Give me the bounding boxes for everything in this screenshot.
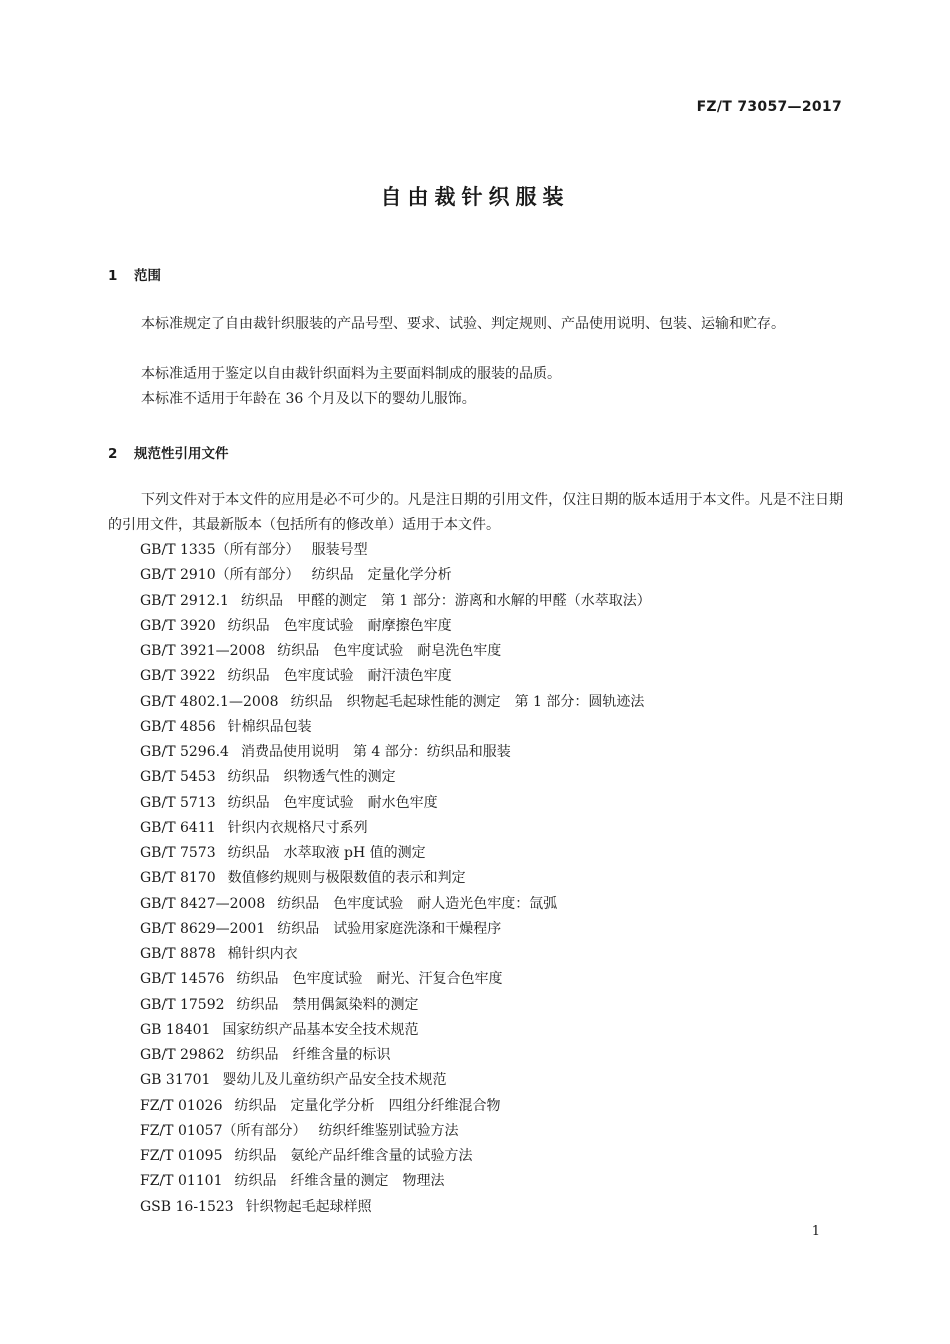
reference-item bbox=[140, 892, 651, 917]
reference-item bbox=[140, 1068, 651, 1093]
reference-code: GB/T 1335（所有部分） bbox=[140, 542, 300, 558]
reference-title: 纺织品 定量化学分析 四组分纤维混合物 bbox=[234, 1097, 501, 1114]
reference-code: GB/T 8629—2001 bbox=[140, 920, 266, 937]
reference-title: 纺织品 氨纶产品纤维含量的试验方法 bbox=[234, 1148, 473, 1164]
reference-title: 服装号型 bbox=[311, 542, 368, 558]
section-1-number: 1 bbox=[108, 268, 118, 284]
reference-code: GB/T 2910（所有部分） bbox=[140, 567, 300, 584]
reference-title: 针织内衣规格尺寸系列 bbox=[227, 819, 368, 836]
reference-item bbox=[140, 1169, 651, 1194]
reference-list bbox=[140, 538, 651, 1220]
reference-code: GB/T 8170 bbox=[140, 870, 216, 887]
reference-item bbox=[140, 993, 651, 1018]
document-title: 自由裁针织服装 bbox=[380, 185, 570, 209]
reference-code: GB/T 5453 bbox=[140, 769, 216, 786]
reference-title: 纺织纤维鉴别试验方法 bbox=[318, 1122, 459, 1139]
standard-code: FZ/T 73057—2017 bbox=[696, 99, 842, 115]
reference-code: GB/T 5713 bbox=[140, 794, 216, 811]
reference-title: 纺织品 织物透气性的测定 bbox=[227, 769, 396, 786]
scope-paragraph-3: 本标准不适用于年龄在 36 个月及以下的婴幼儿服饰。 bbox=[141, 391, 476, 407]
scope-paragraph-1: 本标准规定了自由裁针织服装的产品号型、要求、试验、判定规则、产品使用说明、包装、运输和贮存。 bbox=[141, 316, 785, 332]
reference-title: 纺织品 色牢度试验 耐人造光色牢度：氙弧 bbox=[277, 895, 558, 912]
reference-code: GB/T 6411 bbox=[140, 819, 216, 836]
section-2-heading bbox=[108, 442, 229, 462]
reference-title: 纺织品 水萃取液 pH 值的测定 bbox=[227, 845, 426, 861]
reference-code: GB 31701 bbox=[140, 1072, 211, 1089]
reference-title: 针棉织品包装 bbox=[227, 718, 312, 735]
reference-item bbox=[140, 1119, 651, 1144]
reference-title: 消费品使用说明 第 4 部分：纺织品和服装 bbox=[240, 744, 511, 760]
reference-title: 纺织品 色牢度试验 耐水色牢度 bbox=[227, 794, 438, 811]
reference-item bbox=[140, 690, 651, 715]
reference-title: 纺织品 定量化学分析 bbox=[311, 567, 452, 584]
reference-title: 纺织品 禁用偶氮染料的测定 bbox=[236, 996, 419, 1013]
reference-title: 数值修约规则与极限数值的表示和判定 bbox=[227, 870, 466, 887]
reference-item bbox=[140, 614, 651, 639]
reference-item bbox=[140, 866, 651, 891]
section-1-heading bbox=[108, 264, 161, 284]
reference-item bbox=[140, 1043, 651, 1068]
reference-code: GB/T 2912.1 bbox=[140, 592, 229, 609]
reference-item bbox=[140, 841, 651, 866]
reference-code: GB/T 8878 bbox=[140, 946, 216, 962]
reference-title: 婴幼儿及儿童纺织产品安全技术规范 bbox=[222, 1072, 447, 1089]
reference-code: GB/T 3922 bbox=[140, 668, 216, 685]
reference-code: GSB 16-1523 bbox=[140, 1198, 234, 1215]
reference-code: FZ/T 01095 bbox=[140, 1148, 223, 1164]
reference-title: 纺织品 色牢度试验 耐摩擦色牢度 bbox=[227, 617, 452, 634]
reference-title: 纺织品 甲醛的测定 第 1 部分：游离和水解的甲醛（水萃取法） bbox=[240, 592, 651, 609]
reference-title: 纺织品 试验用家庭洗涤和干燥程序 bbox=[277, 920, 502, 937]
reference-item bbox=[140, 1018, 651, 1043]
reference-item bbox=[140, 639, 651, 664]
reference-item bbox=[140, 538, 651, 563]
reference-code: GB/T 4802.1—2008 bbox=[140, 693, 279, 710]
reference-item bbox=[140, 942, 651, 967]
reference-title: 针织物起毛起球样照 bbox=[245, 1198, 372, 1215]
reference-code: GB/T 5296.4 bbox=[140, 744, 229, 760]
reference-title: 国家纺织产品基本安全技术规范 bbox=[222, 1021, 419, 1038]
reference-code: GB/T 29862 bbox=[140, 1047, 225, 1063]
reference-item bbox=[140, 563, 651, 588]
reference-item bbox=[140, 589, 651, 614]
page-number: 1 bbox=[811, 1224, 820, 1239]
reference-title: 纺织品 纤维含量的标识 bbox=[236, 1047, 391, 1063]
reference-title: 纺织品 纤维含量的测定 物理法 bbox=[234, 1173, 445, 1190]
reference-title: 棉针织内衣 bbox=[227, 946, 298, 962]
reference-code: FZ/T 01057（所有部分） bbox=[140, 1122, 307, 1139]
reference-title: 纺织品 织物起毛起球性能的测定 第 1 部分：圆轨迹法 bbox=[290, 693, 645, 710]
reference-item bbox=[140, 1094, 651, 1119]
reference-item bbox=[140, 664, 651, 689]
reference-item bbox=[140, 740, 651, 765]
reference-code: GB/T 8427—2008 bbox=[140, 895, 266, 912]
reference-code: FZ/T 01026 bbox=[140, 1097, 223, 1114]
reference-item bbox=[140, 1195, 651, 1220]
reference-code: GB/T 3921—2008 bbox=[140, 643, 266, 659]
reference-code: GB/T 17592 bbox=[140, 996, 225, 1013]
reference-code: GB/T 7573 bbox=[140, 845, 216, 861]
reference-title: 纺织品 色牢度试验 耐汗渍色牢度 bbox=[227, 668, 452, 685]
reference-title: 纺织品 色牢度试验 耐光、汗复合色牢度 bbox=[236, 971, 503, 988]
reference-item bbox=[140, 816, 651, 841]
reference-item bbox=[140, 917, 651, 942]
section-2-title: 规范性引用文件 bbox=[134, 446, 229, 462]
reference-title: 纺织品 色牢度试验 耐皂洗色牢度 bbox=[277, 643, 502, 659]
reference-item bbox=[140, 791, 651, 816]
section-1-title: 范围 bbox=[134, 268, 161, 284]
references-intro: 下列文件对于本文件的应用是必不可少的。凡是注日期的引用文件，仅注日期的版本适用于本文件。凡是不注日期的引用文件，其最新版本（包括所有的修改单）适用于本文件。 bbox=[108, 492, 843, 533]
reference-code: GB/T 3920 bbox=[140, 617, 216, 634]
reference-code: GB/T 14576 bbox=[140, 971, 225, 988]
reference-code: GB/T 4856 bbox=[140, 718, 216, 735]
reference-code: GB 18401 bbox=[140, 1021, 211, 1038]
reference-item bbox=[140, 1144, 651, 1169]
section-2-number: 2 bbox=[108, 446, 118, 462]
reference-code: FZ/T 01101 bbox=[140, 1173, 223, 1190]
reference-item bbox=[140, 765, 651, 790]
reference-item bbox=[140, 967, 651, 992]
scope-paragraph-2: 本标准适用于鉴定以自由裁针织面料为主要面料制成的服装的品质。 bbox=[141, 366, 561, 382]
reference-item bbox=[140, 715, 651, 740]
